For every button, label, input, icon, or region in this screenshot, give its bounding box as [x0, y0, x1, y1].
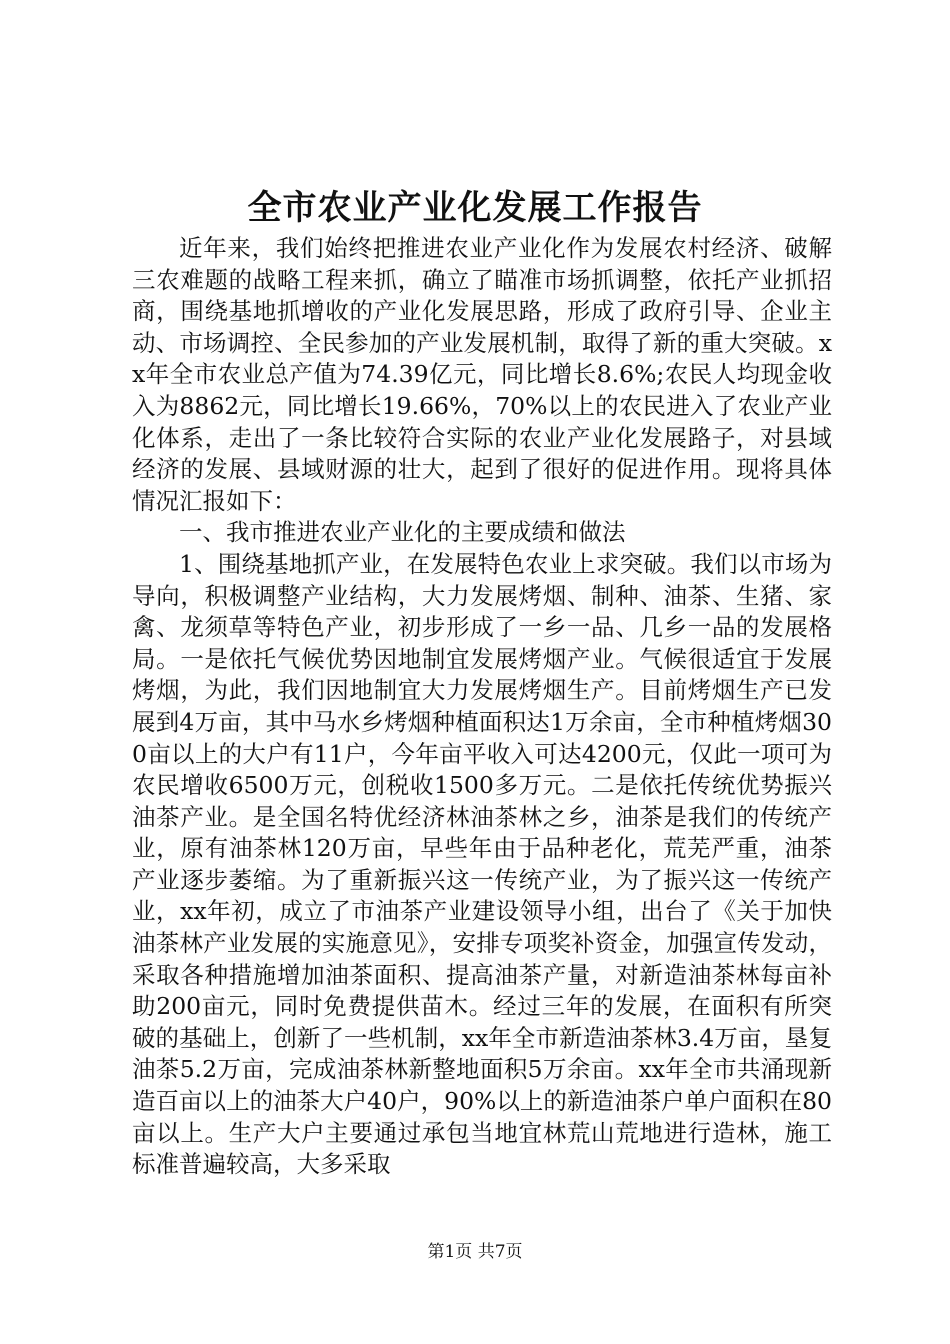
document-body	[132, 233, 832, 1181]
body-paragraph: 1、围绕基地抓产业，在发展特色农业上求突破。我们以市场为导向，积极调整产业结构，大力发展烤烟、制种、油茶、生猪、家禽、龙须草等特色产业，初步形成了一乡一品、几乡一品的发展格局。一是依托气候优势因地制宜发展烤烟产业。气候很适宜于发展烤烟，为此，我们因地制宜大力发展烤烟生产。目前烤烟生产已发展到4万亩，其中马水乡烤烟种植面积达1万余亩，全市种植烤烟300亩以上的大户有11户，今年亩平收入可达4200元，仅此一项可为农民增收6500万元，创税收1500多万元。二是依托传统优势振兴油茶产业。是全国名特优经济林油茶林之乡，油茶是我们的传统产业，原有油茶林120万亩，早些年由于品种老化，荒芜严重，油茶产业逐步萎缩。为了重新振兴这一传统产业，为了振兴这一传统产业，xx年初，成立了市油茶产业建设领导小组，出台了《关于加快油茶林产业发展的实施意见》，安排专项奖补资金，加强宣传发动，采取各种措施增加油茶面积、提高油茶产量，对新造油茶林每亩补助200亩元，同时免费提供苗木。经过三年的发展，在面积有所突破的基础上，创新了一些机制，xx年全市新造油茶林3.4万亩，垦复油茶5.2万亩，完成油茶林新整地面积5万余亩。xx年全市共涌现新造百亩以上的油茶大户40户，90%以上的新造油茶户单户面积在80亩以上。生产大户主要通过承包当地宜林荒山荒地进行造林，施工标准普遍较高，大多采取	[132, 549, 832, 1179]
page-footer	[0, 1240, 950, 1264]
section-heading: 一、我市推进农业产业化的主要成绩和做法	[179, 518, 626, 547]
document-title: 全市农业产业化发展工作报告	[247, 188, 703, 228]
page-indicator: 第1页 共7页	[427, 1242, 523, 1262]
intro-paragraph: 近年来，我们始终把推进农业产业化作为发展农村经济、破解三农难题的战略工程来抓，确立了瞄准市场抓调整，依托产业抓招商，围绕基地抓增收的产业化发展思路，形成了政府引导、企业主动、市场调控、全民参加的产业发展机制，取得了新的重大突破。xx年全市农业总产值为74.39亿元，同比增长8.6%;农民人均现金收入为8862元，同比增长19.66%，70%以上的农民进入了农业产业化体系，走出了一条比较符合实际的农业产业化发展路子，对县域经济的发展、县域财源的壮大，起到了很好的促进作用。现将具体情况汇报如下：	[132, 234, 832, 515]
